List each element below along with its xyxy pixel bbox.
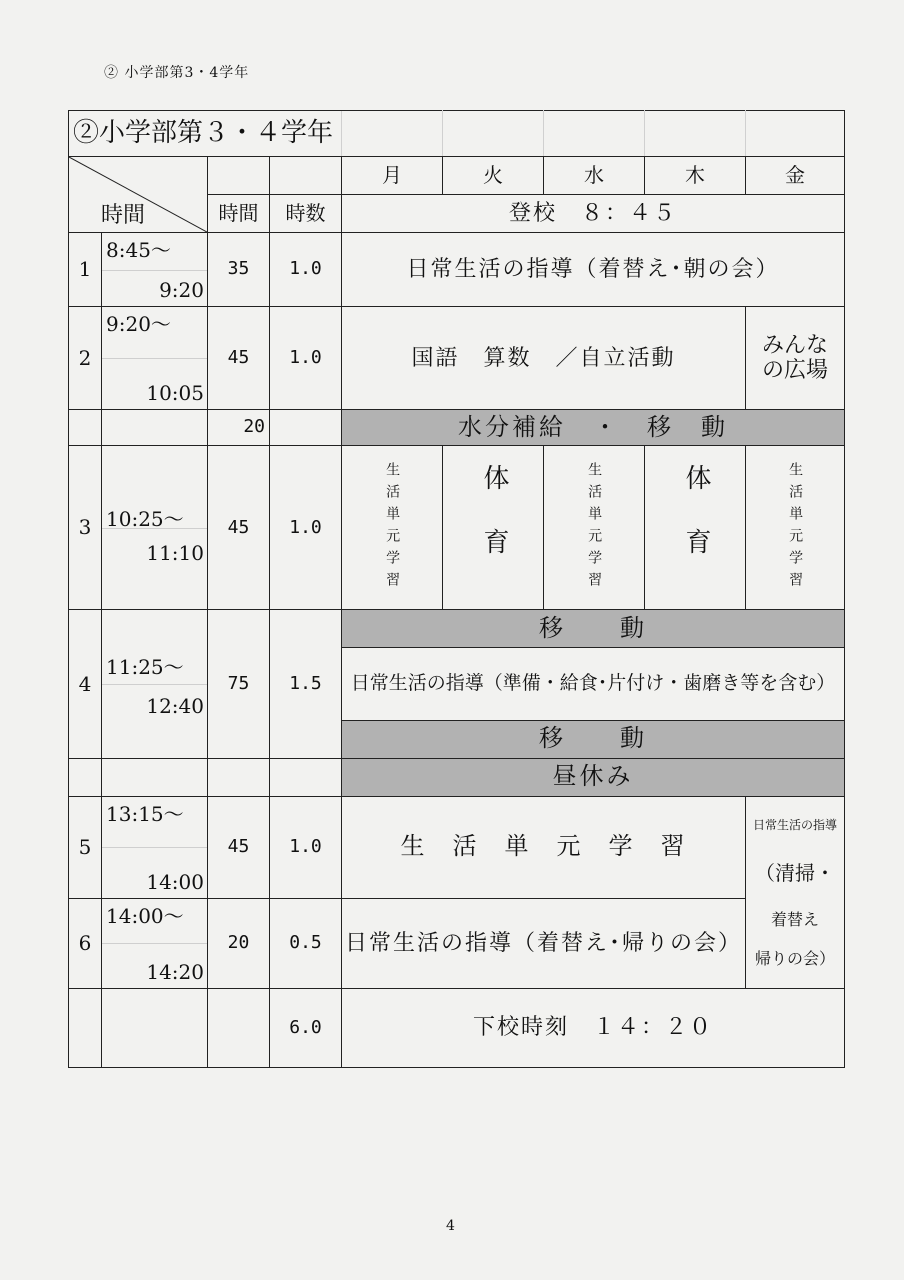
- units-header: 時数: [270, 195, 342, 233]
- day-wed: 水: [544, 157, 645, 195]
- period-number: 5: [69, 796, 102, 898]
- table-row: [69, 233, 845, 307]
- minutes: 20: [208, 410, 270, 446]
- minutes: 75: [208, 610, 270, 758]
- table-row: [69, 758, 845, 796]
- arrival-time: 登校 ８：４５: [342, 195, 845, 233]
- lunch-break-label: 昼休み: [342, 758, 845, 796]
- day-fri: 金: [746, 157, 845, 195]
- period-time: 8:45～ 9:20: [102, 233, 208, 307]
- units: 1.0: [270, 233, 342, 307]
- day-header-row: [69, 157, 845, 195]
- period-time: 14:00～ 14:20: [102, 898, 208, 988]
- tue-activity: 体育: [443, 446, 544, 610]
- dismissal-time: 下校時刻 １４：２０: [342, 988, 845, 1067]
- period-time: 11:25～ 12:40: [102, 610, 208, 758]
- activity: 日常生活の指導（着替え･朝の会）: [342, 233, 845, 307]
- activity: 日常生活の指導（準備・給食･片付け・歯磨き等を含む）: [342, 648, 845, 720]
- move-label: 移 動: [342, 720, 845, 758]
- table-row: [69, 898, 845, 988]
- minutes-header: 時間: [208, 195, 270, 233]
- thu-activity: 体育: [645, 446, 746, 610]
- day-mon: 月: [342, 157, 443, 195]
- table-row: [69, 988, 845, 1067]
- period-time: 9:20～ 10:05: [102, 307, 208, 410]
- units: 1.0: [270, 307, 342, 410]
- total-units: 6.0: [270, 988, 342, 1067]
- wed-activity: 生活単元学習: [544, 446, 645, 610]
- friday-activity: 日常生活の指導 （清掃・ 着替え 帰りの会）: [746, 796, 845, 988]
- table-row: [69, 307, 845, 410]
- title-row: [69, 111, 845, 157]
- units: 1.0: [270, 796, 342, 898]
- table-row: [69, 446, 845, 610]
- units: 1.5: [270, 610, 342, 758]
- activity: 生 活 単 元 学 習: [342, 796, 746, 898]
- minutes: 45: [208, 796, 270, 898]
- activity: 日常生活の指導（着替え･帰りの会）: [342, 898, 746, 988]
- units: 1.0: [270, 446, 342, 610]
- day-thu: 木: [645, 157, 746, 195]
- page-number: 4: [446, 1218, 455, 1234]
- minutes: 35: [208, 233, 270, 307]
- timetable: [68, 110, 845, 1068]
- period-number: 3: [69, 446, 102, 610]
- table-row: [69, 796, 845, 898]
- mon-activity: 生活単元学習: [342, 446, 443, 610]
- period-number: 4: [69, 610, 102, 758]
- day-tue: 火: [443, 157, 544, 195]
- period-time: 13:15～ 14:00: [102, 796, 208, 898]
- table-row: [69, 410, 845, 446]
- move-label: 移 動: [342, 610, 845, 648]
- activity: 国語 算数 ／自立活動: [342, 307, 746, 410]
- page-heading: ② 小学部第3・4学年: [104, 65, 250, 81]
- period-header: 時間: [69, 157, 208, 233]
- minutes: 20: [208, 898, 270, 988]
- friday-activity: みんなの広場: [746, 307, 845, 410]
- table-row: [69, 610, 845, 648]
- table-title: ②小学部第３・４学年: [69, 111, 342, 157]
- fri-activity: 生活単元学習: [746, 446, 845, 610]
- break-label: 水分補給 ・ 移 動: [342, 410, 845, 446]
- minutes: 45: [208, 307, 270, 410]
- units: 0.5: [270, 898, 342, 988]
- period-time: 10:25～ 11:10: [102, 446, 208, 610]
- period-number: 1: [69, 233, 102, 307]
- minutes: 45: [208, 446, 270, 610]
- period-number: 2: [69, 307, 102, 410]
- period-number: 6: [69, 898, 102, 988]
